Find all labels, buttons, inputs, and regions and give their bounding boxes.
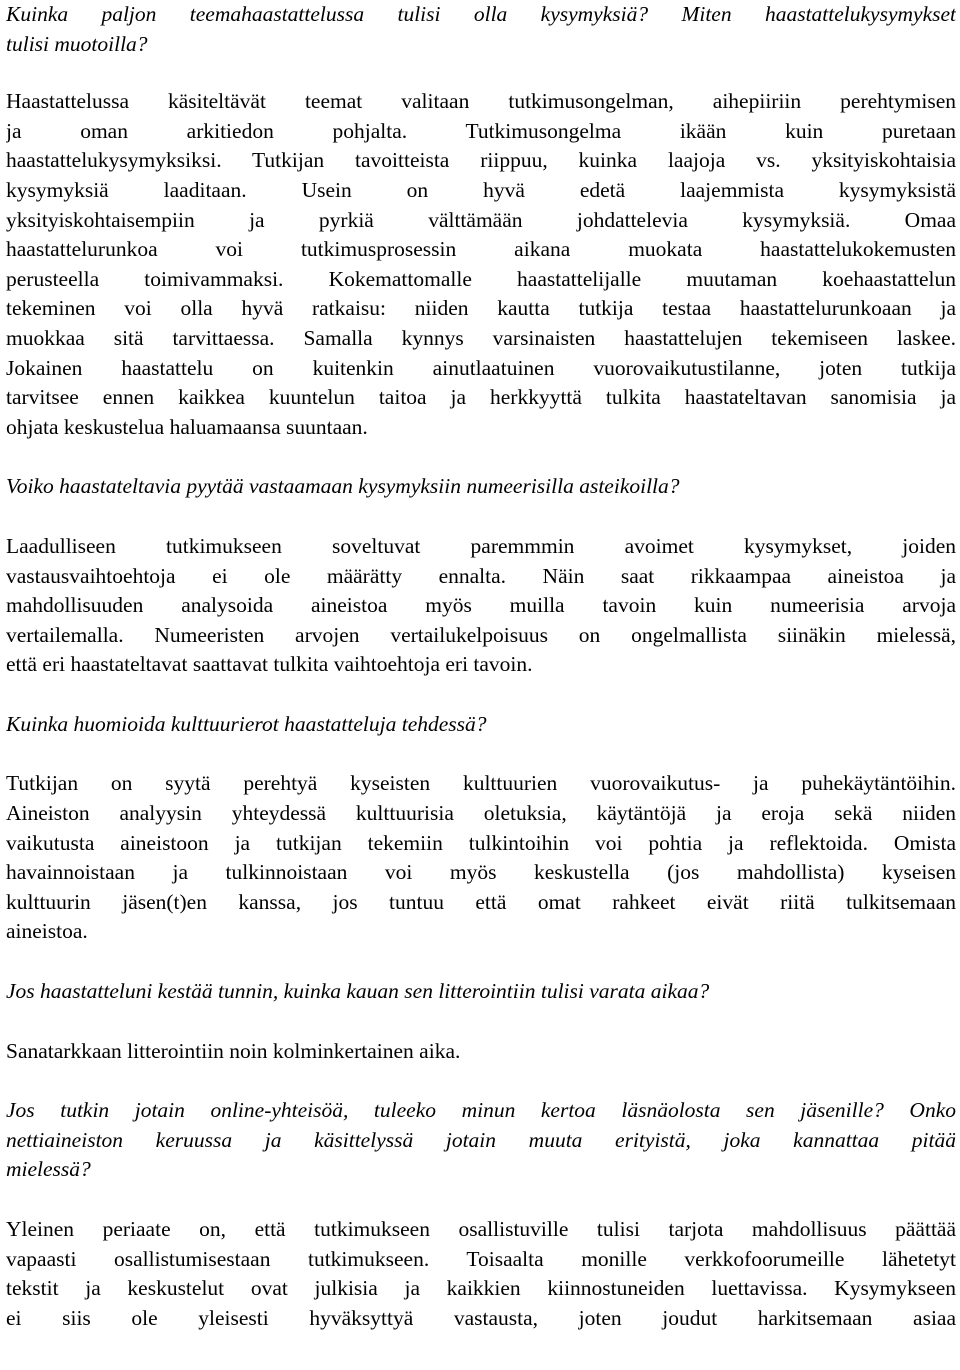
text-line: ja oman arkitiedon pohjalta. Tutkimusongelma ikään kuin puretaan [6,118,956,143]
text-line: Voiko haastateltavia pyytää vastaamaan kysymyksiin numeerisilla asteikoilla? [6,474,680,499]
text-line: että eri haastateltavat saattavat tulkita vaihtoehtoja eri tavoin. [6,652,533,677]
text-line: aineistoa. [6,919,88,944]
faq-answer-online-community [6,1215,956,1333]
faq-question-transcription-time [6,977,956,1007]
text-line: tekstit ja keskustelut ovat julkisia ja kaikkien kiinnostuneiden luettavissa. Kysymykseen [6,1276,956,1301]
faq-question-cultural-differences [6,710,956,740]
text-line: mielessä? [6,1157,91,1182]
text-line: Haastattelussa käsiteltävät teemat valitaan tutkimusongelman, aihepiiriin perehtymisen [6,89,956,114]
text-line: Aineiston analyysin yhteydessä kulttuurisia oletuksia, käytäntöjä ja eroja sekä niiden [6,801,956,826]
text-line: vaikutusta aineistoon ja tutkijan tekemiin tulkintoihin voi pohtia ja reflektoida. Omista [6,830,956,855]
text-line: ei siis ole yleisesti hyväksyttyä vastausta, joten joudut harkitsemaan asiaa [6,1305,956,1330]
text-line: Yleinen periaate on, että tutkimukseen osallistuville tulisi tarjota mahdollisuus päättää [6,1217,956,1241]
text-line: tulisi muotoilla? [6,31,148,56]
text-line: Tutkijan on syytä perehtyä kyseisten kulttuurien vuorovaikutus- ja puhekäytäntöihin. [6,771,956,796]
text-line: haastattelurunkoa voi tutkimusprosessin aikana muokata haastattelukokemusten [6,237,956,262]
text-line: haastattelukysymyksiksi. Tutkijan tavoitteista riippuu, kuinka laajoja vs. yksityiskohtaisia [6,148,956,173]
faq-answer-transcription-time [6,1037,956,1067]
text-line: vapaasti osallistumisestaan tutkimukseen. Toisaalta monille verkkofoorumeille lähetetyt [6,1246,956,1271]
text-line: nettiaineiston keruussa ja käsittelyssä jotain muuta erityistä, joka kannattaa pitää [6,1127,956,1152]
text-line: tarvitsee ennen kaikkea kuuntelun taitoa ja herkkyyttä tulkita haastateltavan sanomisia ja [6,385,956,410]
text-line: yksityiskohtaisempiin ja pyrkiä välttämään johdattelevia kysymyksiä. Omaa [6,207,956,232]
text-line: Kuinka paljon teemahaastattelussa tulisi olla kysymyksiä? Miten haastattelukysymykset [6,2,956,26]
text-line: ohjata keskustelua haluamaansa suuntaan. [6,414,368,439]
faq-question-online-community [6,1096,956,1185]
faq-question-numeric-scales [6,472,956,502]
text-line: Jokainen haastattelu on kuitenkin ainutlaatuinen vuorovaikutustilanne, joten tutkija [6,355,956,380]
text-line: kysymyksiä laaditaan. Usein on hyvä edetä laajemmista kysymyksistä [6,177,956,202]
text-line: vertailemalla. Numeeristen arvojen vertailukelpoisuus on ongelmallista siinäkin mielessä, [6,622,956,647]
text-line: kulttuurin jäsen(t)en kanssa, jos tuntuu että omat rahkeet eivät riitä tulkitsemaan [6,889,956,914]
text-line: Laadulliseen tutkimukseen soveltuvat paremmmin avoimet kysymykset, joiden [6,533,956,558]
faq-answer-cultural-differences [6,769,956,947]
faq-answer-numeric-scales [6,532,956,680]
text-line: havainnoistaan ja tulkinnoistaan voi myös keskustella (jos mahdollista) kyseisen [6,860,956,885]
text-line: Jos haastatteluni kestää tunnin, kuinka kauan sen litterointiin tulisi varata aikaa? [6,979,710,1004]
text-line: Sanatarkkaan litterointiin noin kolminkertainen aika. [6,1038,461,1063]
text-line: vastausvaihtoehtoja ei ole määrätty ennalta. Näin saat rikkaampaa aineistoa ja [6,563,956,588]
text-line: tekeminen voi olla hyvä ratkaisu: niiden kautta tutkija testaa haastattelurunkoaan ja [6,296,956,321]
text-line: muokkaa sitä tarvittaessa. Samalla kynnys varsinaisten haastattelujen tekemiseen laskee. [6,325,956,350]
document-page [6,0,956,1333]
text-line: mahdollisuuden analysoida aineistoa myös muilla tavoin kuin numeerisia arvoja [6,593,956,618]
faq-question-question-count [6,0,956,59]
text-line: Jos tutkin jotain online-yhteisöä, tuleeko minun kertoa läsnäolosta sen jäsenille? Onko [6,1098,956,1123]
text-line: Kuinka huomioida kulttuurierot haastatteluja tehdessä? [6,711,487,736]
text-line: perusteella toimivammaksi. Kokemattomalle haastattelijalle muutaman koehaastattelun [6,266,956,291]
faq-answer-question-count [6,87,956,442]
